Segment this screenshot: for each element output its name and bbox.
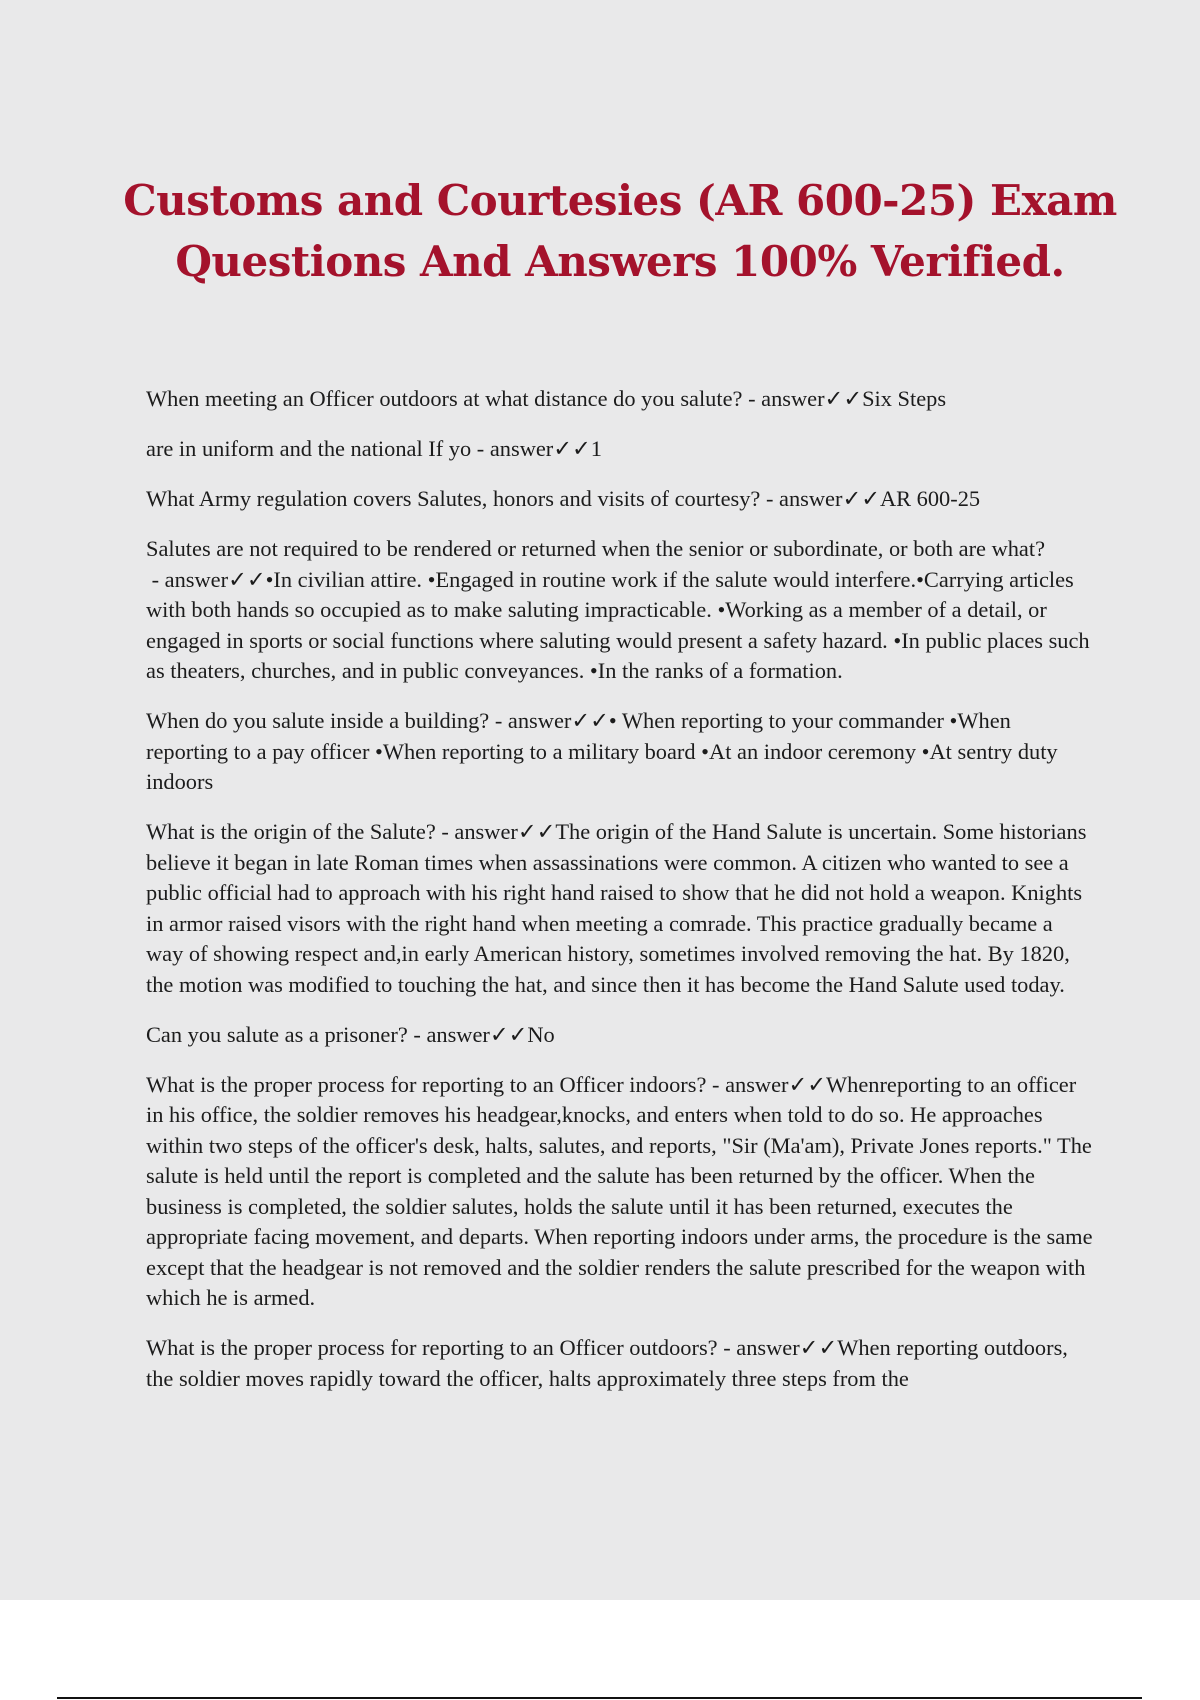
answer-text: The origin of the Hand Salute is uncertain. Some historians believe it began in late Roman times when assassinations were common. A citizen who wanted to see a public official had to approach with his right hand raised to show that he did not hold a weapon. Knights in armor raised visors with the right hand when meeting a comrade. This practice gradually became a way of showing respect and,in early American history, sometimes involved removing the hat. By 1820, the motion was modified to touching the hat, and since then it has become the Hand Salute used today. xyxy=(146,819,1087,997)
separator: - xyxy=(706,1071,726,1097)
answer-marker: answer✓✓ xyxy=(736,1335,838,1360)
separator: - xyxy=(742,386,762,411)
question-text: What Army regulation covers Salutes, honors and visits of courtesy? xyxy=(146,486,761,511)
qa-item xyxy=(146,817,1094,1000)
title-line-2: Questions And Answers 100% Verified. xyxy=(175,237,1065,286)
answer-text: Whenreporting to an officer in his office, the soldier removes his headgear,knocks, and enters when told to do so. He approaches within two steps of the officer's desk, halts, salutes, and reports, "Sir (Ma'am), Private Jones reports." The salute is held until the report is completed and the salute has been returned by the officer. When the business is completed, the soldier salutes, holds the salute until it has been returned, executes the appropriate facing movement, and departs. When reporting indoors under arms, the procedure is the same except that the headgear is not removed and the soldier renders the salute prescribed for the weapon with which he is armed. xyxy=(146,1071,1093,1310)
answer-text: • When reporting to your commander •When reporting to a pay officer •When reporting to a military board •At an indoor ceremony •At sentry duty indoors xyxy=(146,708,1058,794)
separator: - xyxy=(489,708,508,733)
separator: - xyxy=(435,819,455,844)
question-text: When do you salute inside a building? xyxy=(146,708,490,733)
qa-list xyxy=(146,384,1094,1414)
title-line-1: Customs and Courtesies (AR 600-25) Exam xyxy=(123,176,1117,225)
answer-marker: answer✓✓ xyxy=(454,819,556,844)
answer-text: No xyxy=(527,1021,555,1047)
answer-marker: answer✓✓ xyxy=(489,436,591,461)
question-text: What is the proper process for reporting to an Officer outdoors? xyxy=(146,1335,718,1360)
separator: - xyxy=(471,436,490,461)
question-text: Salutes are not required to be rendered or returned when the senior or subordinate, or both are what? xyxy=(146,536,1046,561)
qa-item xyxy=(146,1070,1094,1314)
answer-marker: answer✓✓ xyxy=(164,566,266,592)
separator: - xyxy=(717,1335,737,1360)
separator: - xyxy=(146,566,165,592)
separator: - xyxy=(407,1021,427,1047)
answer-marker: answer✓✓ xyxy=(761,386,863,411)
answer-text: When reporting outdoors, the soldier moves rapidly toward the officer, halts approximately three steps from the xyxy=(146,1335,1068,1391)
qa-item xyxy=(146,534,1094,687)
separator: - xyxy=(760,486,780,511)
document-title xyxy=(120,170,1120,292)
qa-item xyxy=(146,1333,1094,1394)
answer-marker: answer✓✓ xyxy=(426,1021,528,1047)
answer-text: •In civilian attire. •Engaged in routine work if the salute would interfere.•Carrying articles with both hands so occupied as to make saluting impracticable. •Working as a member of a detail, or engaged in sports or social functions where saluting would present a safety hazard. •In public places such as theaters, churches, and in public conveyances. •In the ranks of a formation. xyxy=(146,566,1090,683)
qa-item xyxy=(146,384,1094,415)
question-text: What is the origin of the Salute? xyxy=(146,819,436,844)
answer-marker: answer✓✓ xyxy=(725,1071,827,1097)
question-text: are in uniform and the national If yo xyxy=(146,436,472,461)
qa-item xyxy=(146,484,1094,515)
answer-text: 1 xyxy=(590,436,602,461)
answer-marker: answer✓✓ xyxy=(779,486,880,511)
qa-item xyxy=(146,706,1094,798)
answer-marker: answer✓✓ xyxy=(507,708,609,733)
qa-item xyxy=(146,434,1094,465)
question-text: What is the proper process for reporting to an Officer indoors? xyxy=(146,1071,707,1097)
qa-item xyxy=(146,1020,1094,1051)
question-text: Can you salute as a prisoner? xyxy=(146,1021,408,1047)
question-text: When meeting an Officer outdoors at what distance do you salute? xyxy=(146,386,743,411)
answer-text: Six Steps xyxy=(862,386,947,411)
footer-rule xyxy=(57,1697,1142,1699)
answer-text: AR 600-25 xyxy=(879,486,981,511)
